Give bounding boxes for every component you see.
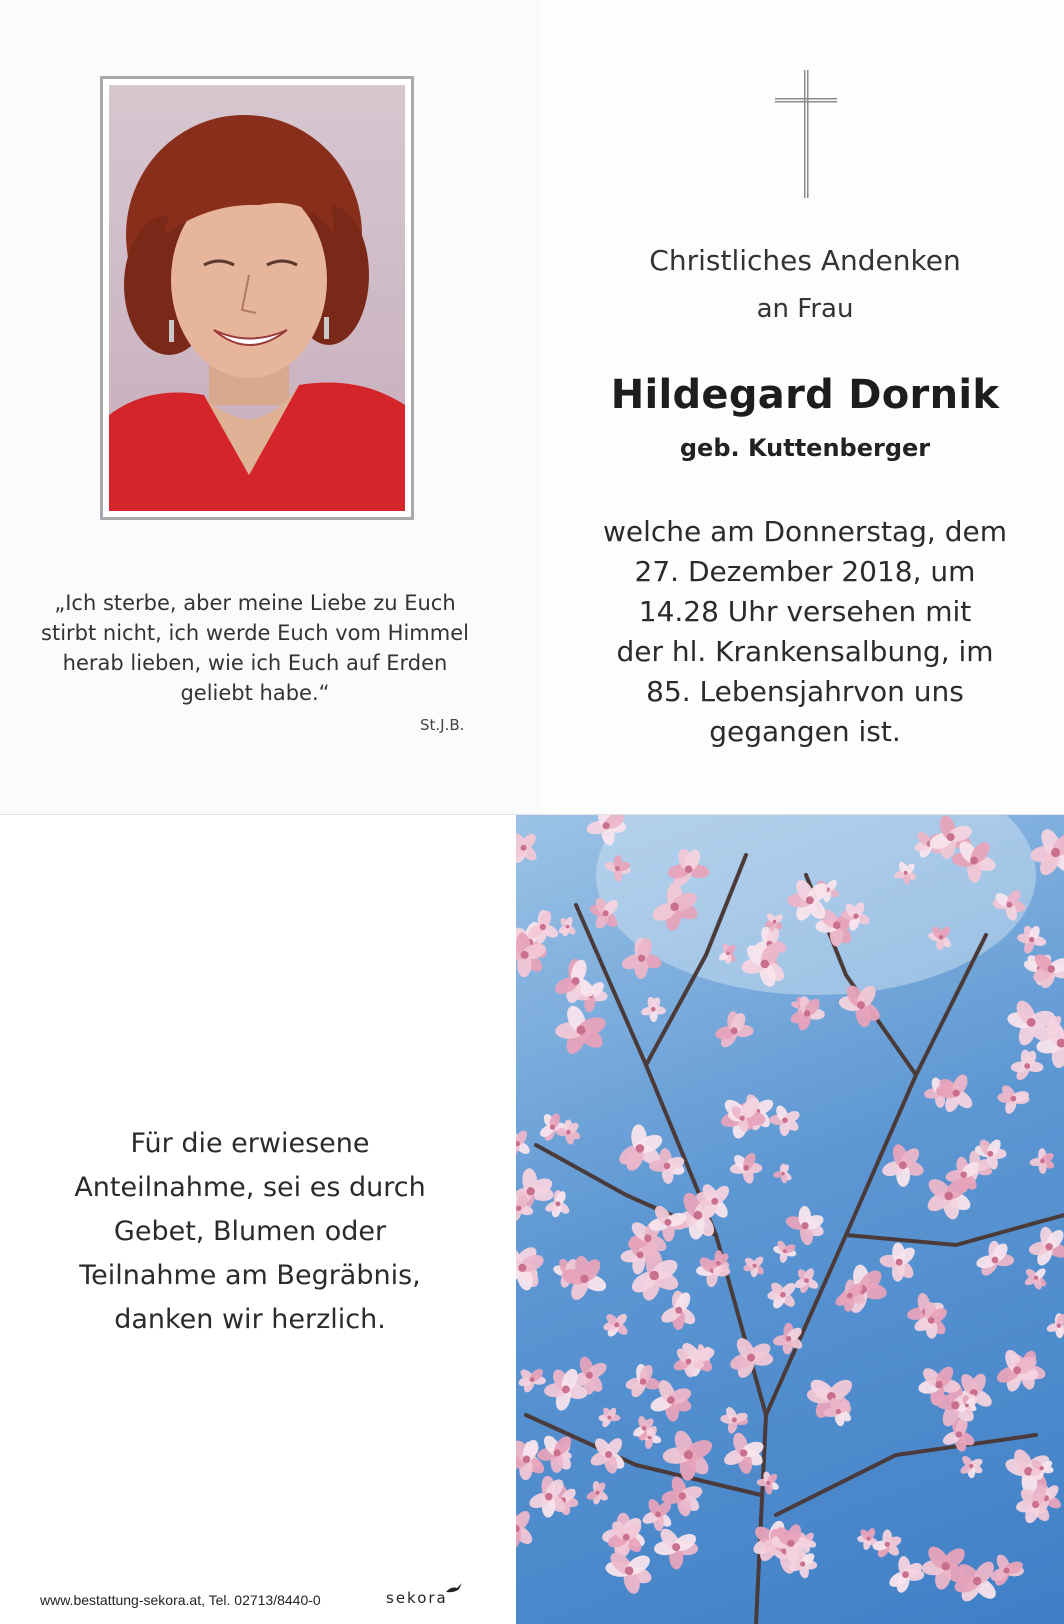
- quote-line: „Ich sterbe, aber meine Liebe zu Euch: [54, 591, 456, 615]
- memorial-line: der hl. Krankensalbung, im: [616, 635, 994, 668]
- quote-line: stirbt nicht, ich werde Euch vom Himmel: [41, 621, 469, 645]
- memorial-prefix: an Frau: [756, 294, 854, 324]
- front-left-panel: [0, 0, 540, 815]
- memorial-heading: Christliches Andenken: [649, 244, 961, 277]
- funeral-home-logo: sekora: [386, 1589, 448, 1607]
- cross-icon: [775, 70, 837, 200]
- memorial-line: gegangen ist.: [709, 715, 901, 748]
- memorial-text: [580, 512, 1030, 752]
- memorial-line: 85. Lebensjahrvon uns: [646, 675, 964, 708]
- quote: [30, 588, 480, 708]
- quote-line: geliebt habe.“: [180, 681, 330, 705]
- thanks-line: Anteilnahme, sei es durch: [74, 1172, 426, 1203]
- memorial-line: 14.28 Uhr versehen mit: [638, 595, 972, 628]
- thanks-line: danken wir herzlich.: [114, 1304, 386, 1335]
- portrait-illustration: [109, 85, 405, 511]
- memorial-line: 27. Dezember 2018, um: [634, 555, 976, 588]
- quote-source: St.J.B.: [420, 716, 465, 734]
- maiden-name: geb. Kuttenberger: [679, 434, 931, 462]
- thanks-line: Teilnahme am Begräbnis,: [79, 1260, 421, 1291]
- magnolia-blossoms-illustration: [516, 815, 1064, 1624]
- quote-line: herab lieben, wie ich Euch auf Erden: [62, 651, 448, 675]
- deceased-name: Hildegard Dornik: [610, 372, 1000, 418]
- memorial-line: welche am Donnerstag, dem: [602, 515, 1007, 548]
- thanks-line: Für die erwiesene: [130, 1128, 370, 1159]
- portrait-photo: [109, 85, 405, 511]
- bird-icon: [445, 1582, 463, 1594]
- footer-contact: www.bestattung-sekora.at, Tel. 02713/8440-0: [40, 1592, 321, 1608]
- thanks-line: Gebet, Blumen oder: [113, 1216, 387, 1247]
- portrait-frame: [100, 76, 414, 520]
- thanks-text: [20, 1122, 480, 1342]
- magnolia-photo: [516, 815, 1064, 1624]
